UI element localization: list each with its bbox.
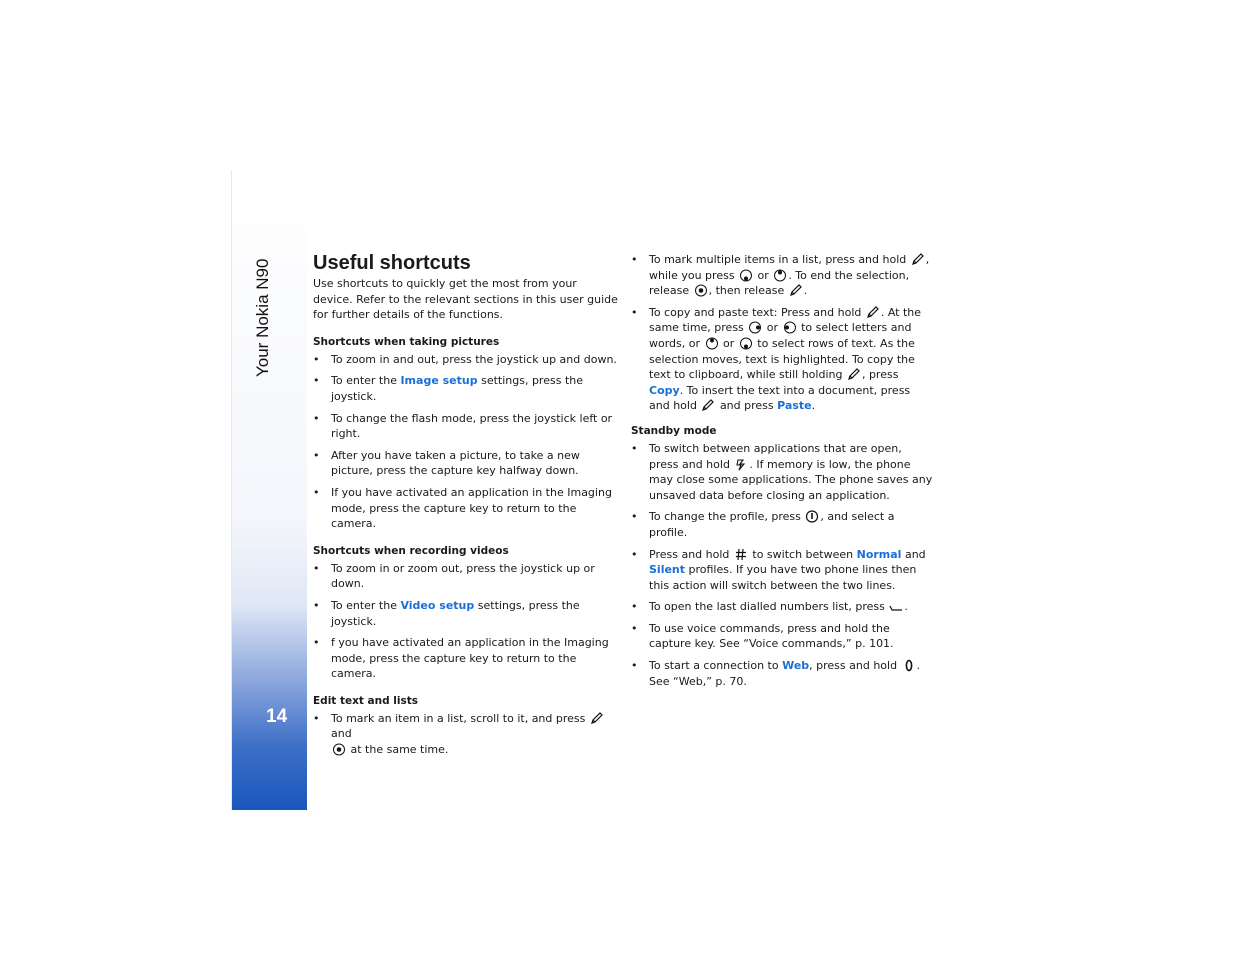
- paste-command: Paste: [777, 399, 812, 413]
- hash-key-icon: [734, 548, 748, 561]
- page-number: 14: [266, 706, 288, 727]
- copy-command: Copy: [649, 383, 680, 397]
- silent-profile: Silent: [649, 563, 686, 577]
- pencil-icon: [847, 368, 861, 381]
- joystick-down-icon: [739, 269, 753, 282]
- list-item: • To change the flash mode, press the joystick left or right.: [313, 411, 618, 442]
- list-item: • To enter the Video setup settings, press the joystick.: [313, 598, 618, 629]
- left-column: [313, 252, 618, 764]
- joystick-left-icon: [783, 321, 797, 334]
- power-key-icon: [805, 510, 819, 523]
- menu-key-icon: [734, 458, 748, 471]
- list-item: • Press and hold to switch between Normal and Silent profiles. If you have two phone lines then this action will switch between the two lines.: [631, 547, 933, 594]
- web-link: Web: [782, 659, 810, 673]
- pictures-heading: Shortcuts when taking pictures: [313, 335, 500, 348]
- list-item: • To start a connection to Web, press and hold . See “Web,” p. 70.: [631, 658, 933, 689]
- normal-profile: Normal: [856, 547, 902, 561]
- list-item: • To enter the Image setup settings, press the joystick.: [313, 373, 618, 404]
- list-item: • To use voice commands, press and hold the capture key. See “Voice commands,” p. 101.: [631, 621, 933, 652]
- joystick-down-icon: [739, 337, 753, 350]
- list-item: • To mark multiple items in a list, press and hold , while you press or . To end the selection, release , then release .: [631, 252, 933, 299]
- intro-paragraph: Use shortcuts to quickly get the most from your device. Refer to the relevant sections in this user guide for further details of the functions.: [313, 277, 618, 322]
- section-label: Your Nokia N90: [253, 258, 272, 377]
- edit-list-continued: [631, 252, 933, 414]
- list-item: • To zoom in or zoom out, press the joystick up or down.: [313, 561, 618, 592]
- pictures-list: [313, 352, 618, 532]
- videos-list: [313, 561, 618, 682]
- right-column: [631, 252, 933, 695]
- standby-heading: Standby mode: [631, 424, 717, 437]
- list-item: • To change the profile, press , and select a profile.: [631, 509, 933, 540]
- list-item: • To copy and paste text: Press and hold . At the same time, press or to select letters and words, or or to select rows of text. As the selection moves, text is highlighted. To copy the text to clipboard, while still holding , press Copy. To insert the text into a document, press and hold and press Paste.: [631, 305, 933, 414]
- list-item: • f you have activated an application in the Imaging mode, press the capture key to return to the camera.: [313, 635, 618, 682]
- list-item: • To open the last dialled numbers list, press .: [631, 599, 933, 615]
- joystick-up-icon: [705, 337, 719, 350]
- joystick-press-icon: [332, 743, 346, 756]
- pencil-icon: [789, 284, 803, 297]
- videos-heading: Shortcuts when recording videos: [313, 544, 509, 557]
- pencil-icon: [911, 253, 925, 266]
- joystick-up-icon: [773, 269, 787, 282]
- edit-list: [313, 711, 618, 758]
- page-title: Useful shortcuts: [313, 252, 471, 274]
- list-item: • If you have activated an application in the Imaging mode, press the capture key to return to the camera.: [313, 485, 618, 532]
- call-key-icon: [889, 600, 903, 613]
- edit-heading: Edit text and lists: [313, 694, 418, 707]
- video-setup-link: Video setup: [400, 598, 475, 612]
- list-item: • To switch between applications that are open, press and hold . If memory is low, the phone may close some applications. The phone saves any unsaved data before closing an application.: [631, 441, 933, 503]
- zero-key-icon: [902, 659, 916, 672]
- list-item: • To mark an item in a list, scroll to it, and press and at the same time.: [313, 711, 618, 758]
- standby-list: [631, 441, 933, 689]
- image-setup-link: Image setup: [400, 374, 478, 388]
- joystick-press-icon: [694, 284, 708, 297]
- list-item: • To zoom in and out, press the joystick up and down.: [313, 352, 618, 368]
- pencil-icon: [866, 306, 880, 319]
- pencil-icon: [590, 712, 604, 725]
- pencil-icon: [701, 399, 715, 412]
- joystick-right-icon: [748, 321, 762, 334]
- list-item: • After you have taken a picture, to take a new picture, press the capture key halfway down.: [313, 448, 618, 479]
